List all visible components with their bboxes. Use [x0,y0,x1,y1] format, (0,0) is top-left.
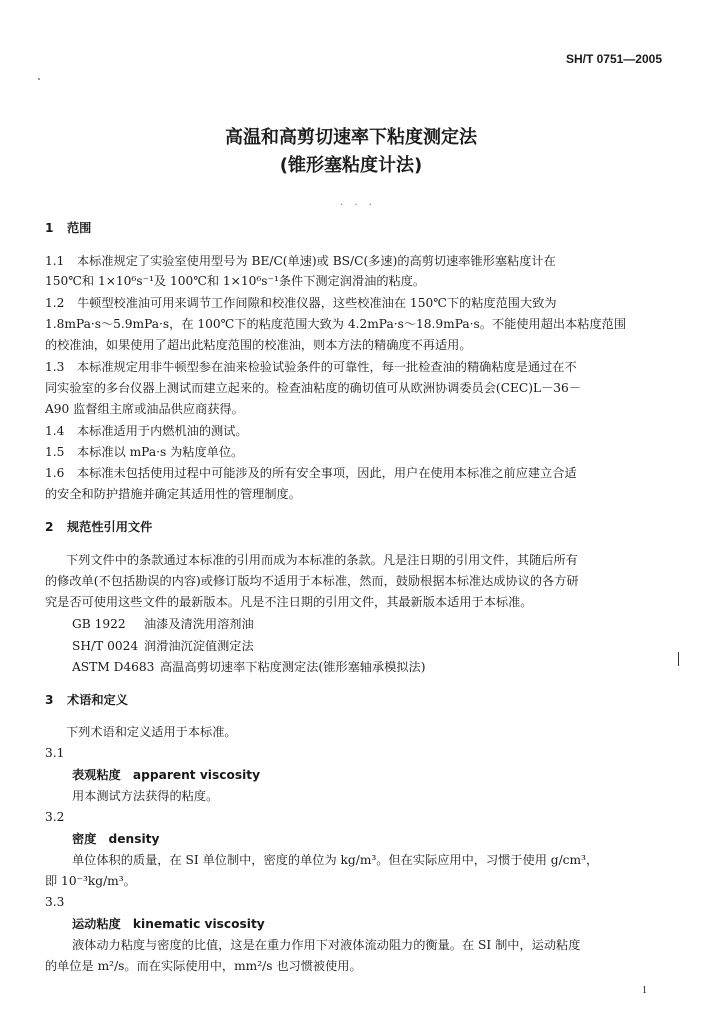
term-3-2-number: 3.2 [45,810,65,824]
clause-1-1-cont: 150℃和 1×10⁶s⁻¹及 100℃和 1×10⁶s⁻¹条件下测定润滑油的粘度。 [45,274,426,288]
term-3-2: 密度 density [72,832,160,846]
term-3-2-definition-cont: 即 10⁻³kg/m³。 [45,874,136,888]
term-3-1: 表观粘度 apparent viscosity [72,768,261,782]
term-3-3-definition-cont: 的单位是 m²/s。而在实际使用中，mm²/s 也习惯被使用。 [45,959,362,973]
clause-1-2: 1.2 牛顿型校准油可用来调节工作间隙和校准仪器，这些校准油在 150℃下的粘度范围大致为 [45,296,557,310]
section-1-heading: 1 范围 [45,221,92,235]
section-2-para-cont2: 究是否可使用这些文件的最新版本。凡是不注日期的引用文件，其最新版本适用于本标准。 [45,595,533,609]
clause-1-6: 1.6 本标准未包括使用过程中可能涉及的所有安全事项，因此，用户在使用本标准之前应建立合适 [45,466,577,480]
clause-1-4: 1.4 本标准适用于内燃机油的测试。 [45,424,248,438]
clause-1-3-cont2: A90 监督组主席或油品供应商获得。 [45,402,244,416]
term-3-2-definition: 单位体积的质量，在 SI 单位制中，密度的单位为 kg/m³。但在实际应用中，习惯于使用 g/cm³， [72,853,599,867]
clause-1-2-cont2: 的校准油，如果使用了超出此粘度范围的校准油，则本方法的精确度不再适用。 [45,338,472,352]
clause-1-6-cont: 的安全和防护措施并确定其适用性的管理制度。 [45,487,301,501]
decorative-dots: · · · [340,200,376,211]
section-2-para-cont: 的修改单(不包括勘误的内容)或修订版均不适用于本标准，然而，鼓励根据本标准达成协议的各方研 [45,574,579,588]
term-3-1-number: 3.1 [45,746,65,760]
clause-1-1: 1.1 本标准规定了实验室使用型号为 BE/C(单速)或 BS/C(多速)的高剪切速率锥形塞粘度计在 [45,254,556,268]
section-2-para: 下列文件中的条款通过本标准的引用而成为本标准的条款。凡是注日期的引用文件，其随后所有 [66,553,578,567]
term-3-3: 运动粘度 kinematic viscosity [72,917,265,931]
clause-1-5: 1.5 本标准以 mPa·s 为粘度单位。 [45,445,244,459]
reference-item: GB 1922 油漆及清洗用溶剂油 [72,617,254,631]
clause-1-3-cont: 同实验室的多台仪器上测试而建立起来的。检查油粘度的确切值可从欧洲协调委员会(CEC)L－36－ [45,381,581,395]
scan-mark [38,78,40,80]
page-number: 1 [642,985,647,996]
reference-item: ASTM D4683 高温高剪切速率下粘度测定法(锥形塞轴承模拟法) [72,660,426,674]
section-2-heading: 2 规范性引用文件 [45,520,153,534]
clause-1-2-cont: 1.8mPa·s～5.9mPa·s，在 100℃下的粘度范围大致为 4.2mPa·s～18.9mPa·s。不能使用超出本粘度范围 [45,317,627,331]
clause-1-3: 1.3 本标准规定用非牛顿型参在油来检验试验条件的可靠性，每一批检查油的精确粘度是通过在不 [45,360,577,374]
section-3-heading: 3 术语和定义 [45,693,128,707]
reference-item: SH/T 0024 润滑油沉淀值测定法 [72,639,254,653]
standard-code: SH/T 0751—2005 [565,52,662,66]
document-title: 高温和高剪切速率下粘度测定法 [225,127,477,148]
document-subtitle: (锥形塞粘度计法) [279,155,423,176]
term-3-1-definition: 用本测试方法获得的粘度。 [72,789,219,803]
change-bar [678,652,679,666]
section-3-intro: 下列术语和定义适用于本标准。 [66,725,237,739]
term-3-3-number: 3.3 [45,895,65,909]
term-3-3-definition: 液体动力粘度与密度的比值，这是在重力作用下对液体流动阻力的衡量。在 SI 制中，运动粘度 [72,938,581,952]
